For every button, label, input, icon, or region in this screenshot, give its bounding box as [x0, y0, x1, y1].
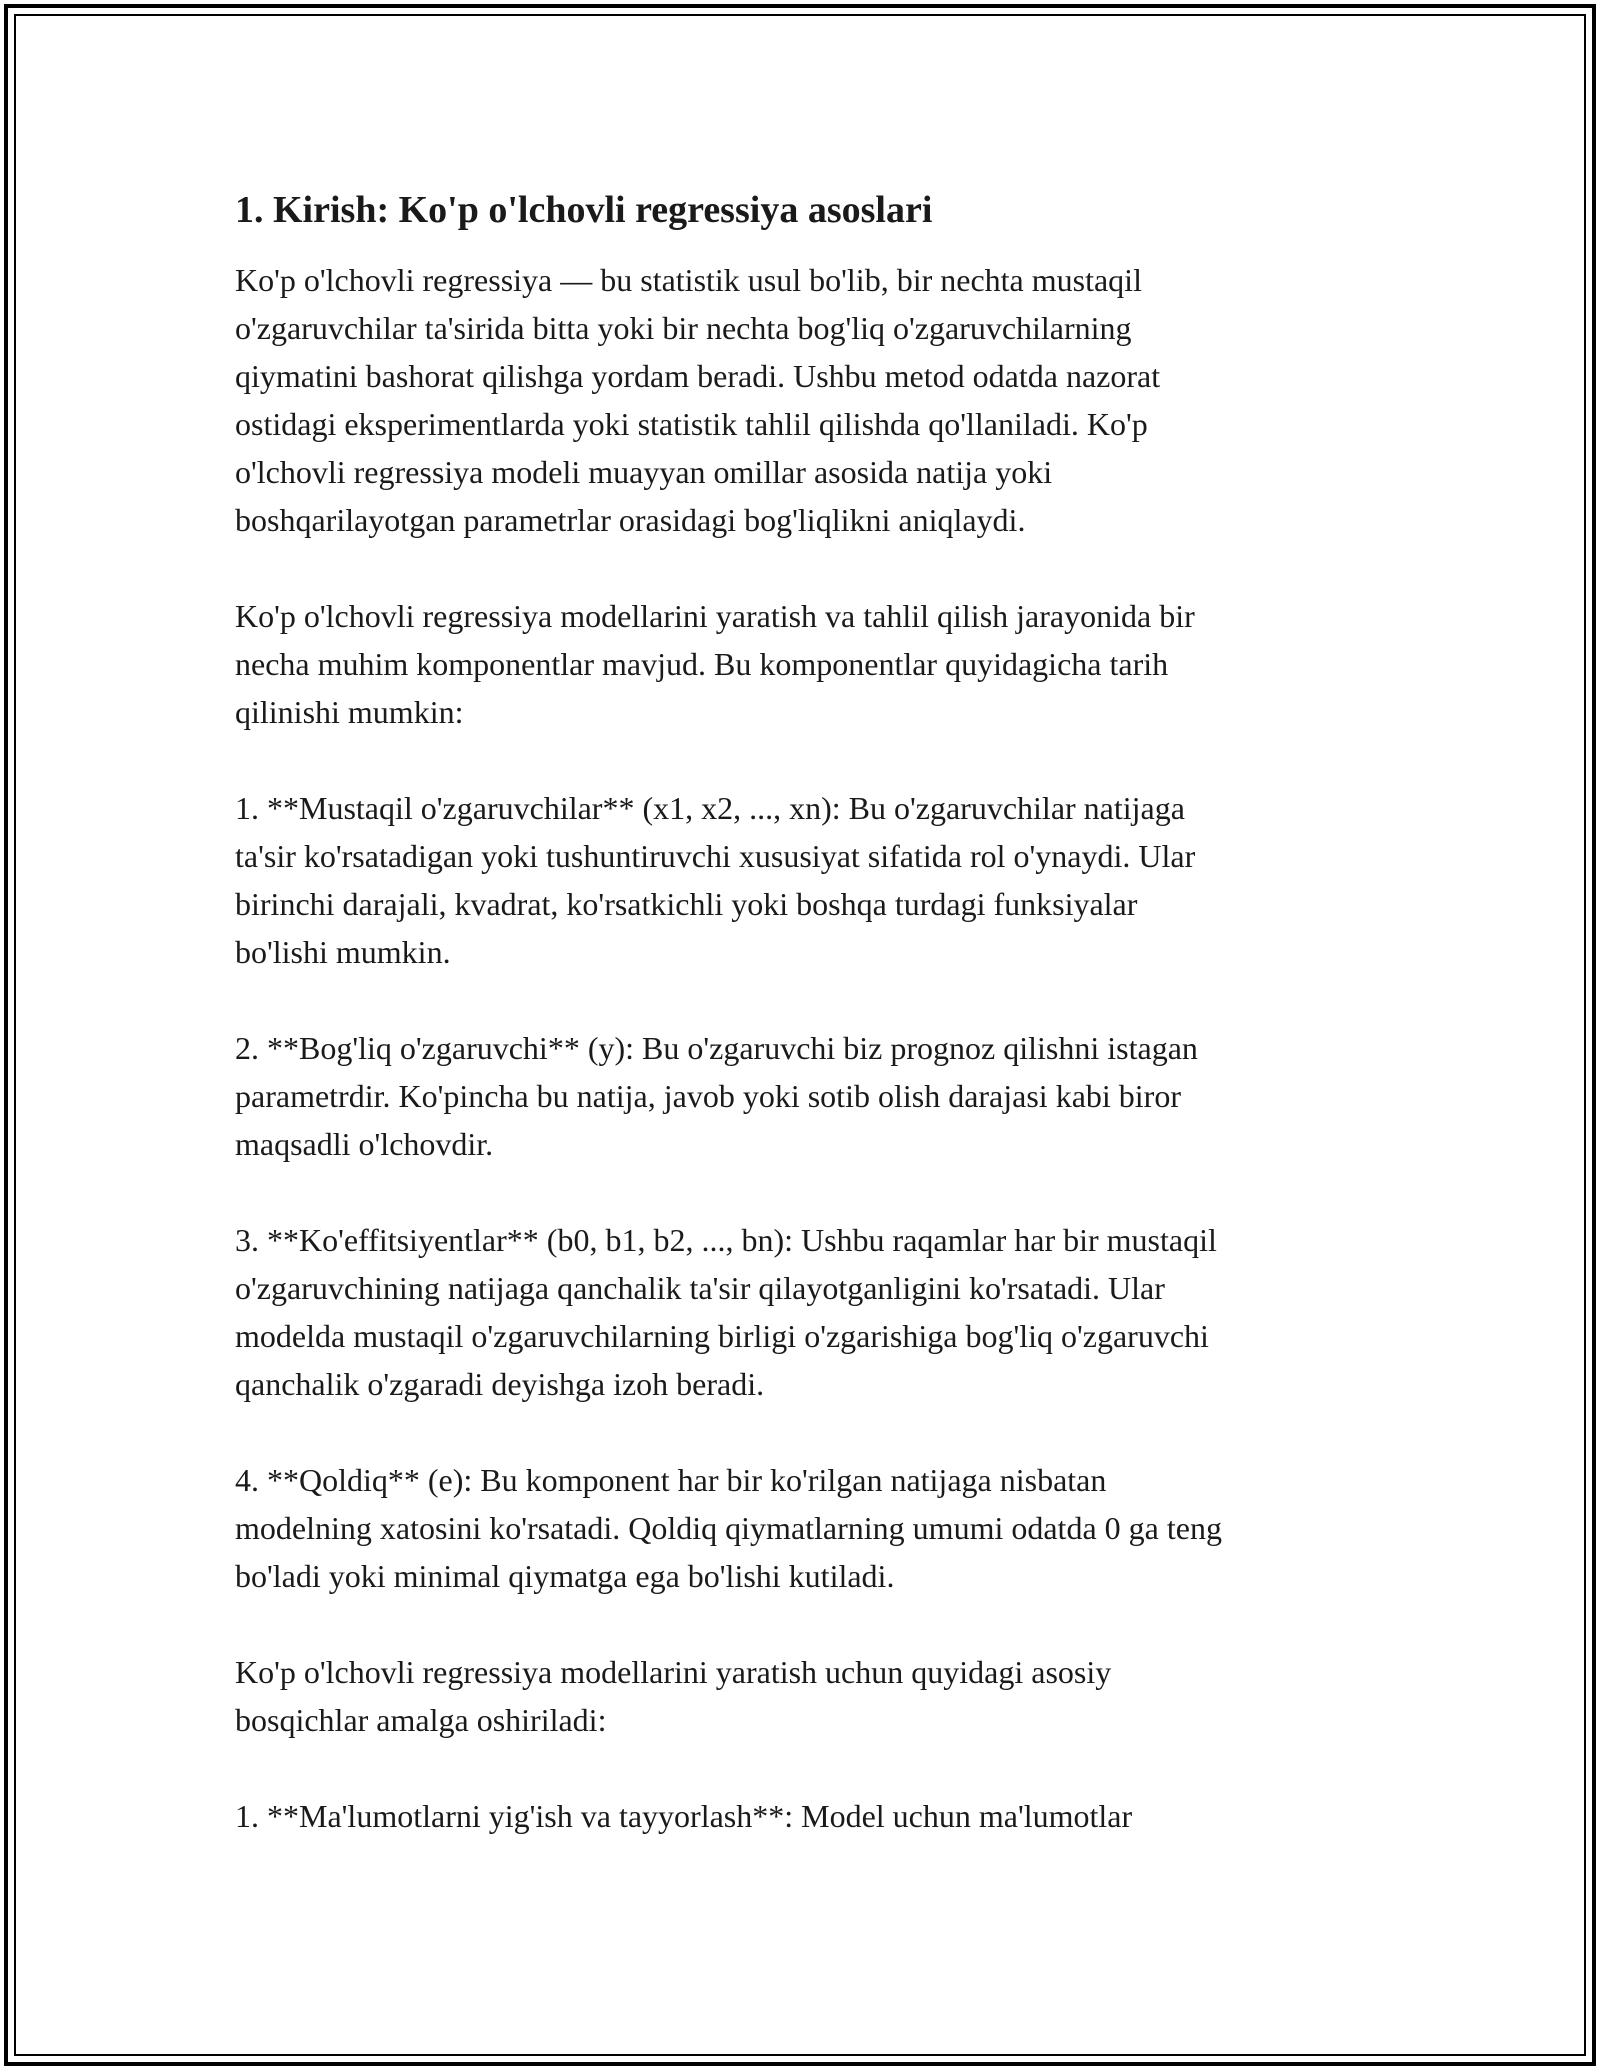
steps-intro-paragraph: Ko'p o'lchovli regressiya modellarini yaratish uchun quyidagi asosiy bosqichlar amalga oshiriladi:	[235, 1654, 1112, 1739]
list-item-coefficients: 3. **Ko'effitsiyentlar** (b0, b1, b2, ..., bn): Ushbu raqamlar har bir mustaqil o'zgaruvchining natijaga qanchalik ta'sir qilayotganligini ko'rsatadi. Ular modelda mustaqil o'zgaruvchilarning birligi o'zgarishiga bog'liq o'zgaruvchi qanchalik o'zgaradi deyishga izoh beradi.	[235, 1222, 1217, 1403]
intro-paragraph: Ko'p o'lchovli regressiya — bu statistik usul bo'lib, bir nechta mustaqil o'zgaruvchilar ta'sirida bitta yoki bir nechta bog'liq o'zgaruvchilarning qiymatini bashorat qilishga yordam beradi. Ushbu metod odatda nazorat ostidagi eksperimentlarda yoki statistik tahlil qilishda qo'llaniladi. Ko'p o'lchovli regressiya modeli muayyan omillar asosida natija yoki boshqarilayotgan parametrlar orasidagi bog'liqlikni aniqlaydi.	[235, 262, 1161, 539]
list-item-data-collection: 1. **Ma'lumotlarni yig'ish va tayyorlash**: Model uchun ma'lumotlar	[235, 1798, 1133, 1835]
list-item-independent-variables: 1. **Mustaqil o'zgaruvchilar** (x1, x2, ..., xn): Bu o'zgaruvchilar natijaga ta'sir ko'rsatadigan yoki tushuntiruvchi xususiyat sifatida rol o'ynaydi. Ular birinchi darajali, kvadrat, ko'rsatkichli yoki boshqa turdagi funksiyalar bo'lishi mumkin.	[235, 790, 1196, 971]
list-item-residual: 4. **Qoldiq** (e): Bu komponent har bir ko'rilgan natijaga nisbatan modelning xatosini ko'rsatadi. Qoldiq qiymatlarning umumi odatda 0 ga teng bo'ladi yoki minimal qiymatga ega bo'lishi kutiladi.	[235, 1462, 1222, 1595]
section-heading: 1. Kirish: Ko'p o'lchovli regressiya asoslari	[235, 189, 933, 231]
list-item-dependent-variable: 2. **Bog'liq o'zgaruvchi** (y): Bu o'zgaruvchi biz prognoz qilishni istagan parametrdir. Ko'pincha bu natija, javob yoki sotib olish darajasi kabi biror maqsadli o'lchovdir.	[235, 1030, 1198, 1163]
document-body	[235, 185, 1380, 1840]
components-intro-paragraph: Ko'p o'lchovli regressiya modellarini yaratish va tahlil qilish jarayonida bir necha muhim komponentlar mavjud. Bu komponentlar quyidagicha tarih qilinishi mumkin:	[235, 598, 1195, 731]
